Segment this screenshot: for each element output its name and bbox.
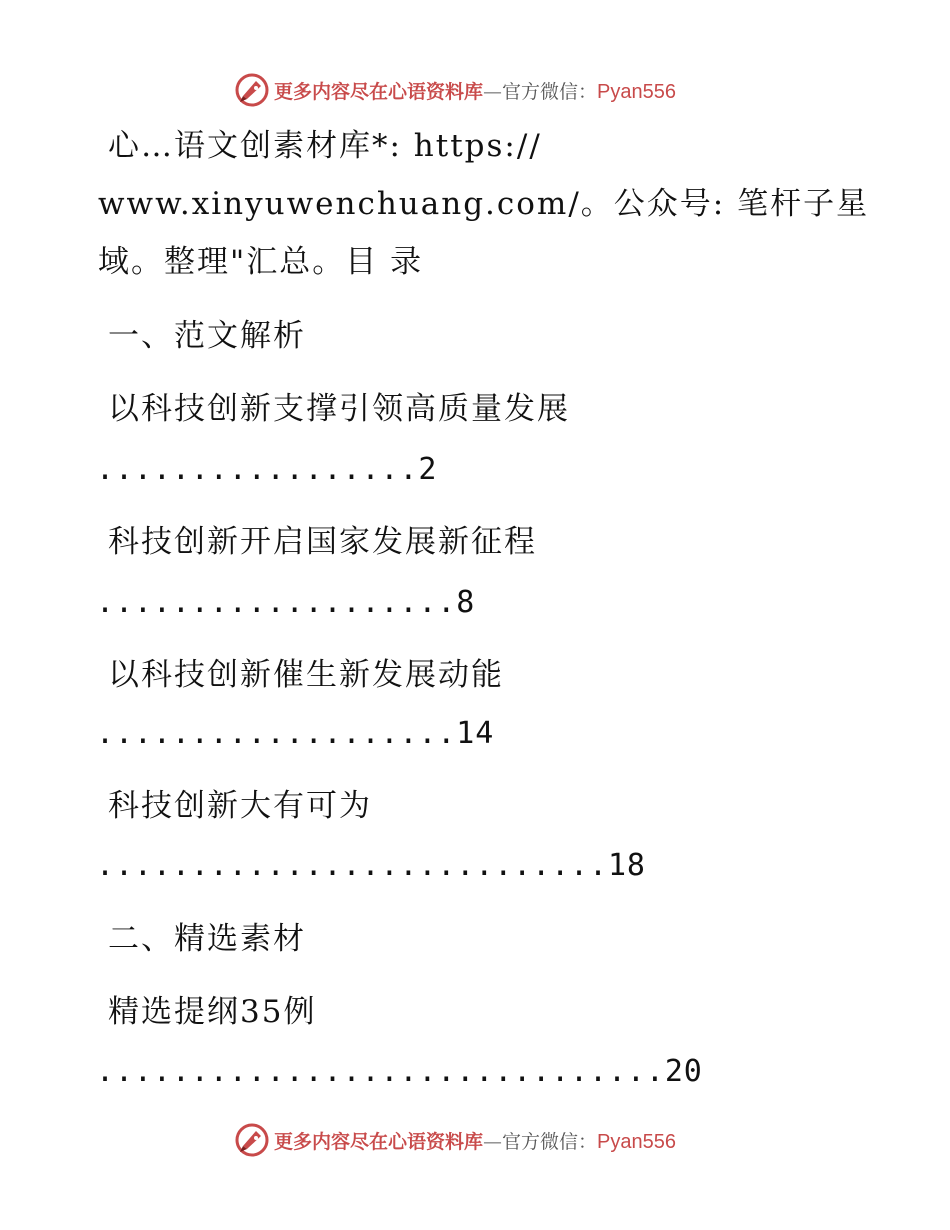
toc-entry-title[interactable]: 科技创新大有可为: [108, 788, 372, 824]
intro-line-1: 心…语文创素材库*: https://: [108, 128, 542, 164]
toc-section-heading-1: 一、范文解析: [108, 318, 306, 354]
banner-official-label: 官方微信：: [502, 80, 598, 103]
intro-line-3: 域。整理"汇总。目 录: [98, 244, 424, 280]
banner-text: [274, 77, 676, 104]
pen-logo-icon: [234, 72, 270, 108]
toc-entry-leader[interactable]: ...................14: [96, 716, 495, 751]
toc-entry-leader[interactable]: .................2: [96, 452, 438, 487]
banner-text: [274, 1127, 676, 1154]
intro-line-2: www.xinyuwenchuang.com/。公众号: 笔杆子星: [98, 186, 870, 222]
toc-entry-leader[interactable]: ...................8: [96, 585, 476, 620]
banner-dash: —: [483, 1130, 503, 1153]
pen-logo-icon: [234, 1122, 270, 1158]
banner-wechat-id: Pyan556: [597, 1130, 676, 1153]
footer-banner: [234, 1120, 676, 1160]
toc-entry-title[interactable]: 精选提纲35例: [108, 994, 317, 1030]
toc-entry-title[interactable]: 以科技创新催生新发展动能: [108, 657, 504, 693]
header-banner: [234, 70, 676, 110]
toc-entry-leader[interactable]: ...........................18: [96, 848, 646, 883]
toc-section-heading-2: 二、精选素材: [108, 921, 306, 957]
banner-wechat-id: Pyan556: [597, 80, 676, 103]
banner-official-label: 官方微信：: [502, 1130, 598, 1153]
banner-slogan: 更多内容尽在心语资料库: [274, 1130, 484, 1153]
banner-dash: —: [483, 80, 503, 103]
toc-entry-title[interactable]: 以科技创新支撑引领高质量发展: [108, 391, 570, 427]
toc-entry-title[interactable]: 科技创新开启国家发展新征程: [108, 524, 537, 560]
toc-entry-leader[interactable]: ..............................20: [96, 1054, 703, 1089]
banner-slogan: 更多内容尽在心语资料库: [274, 80, 484, 103]
